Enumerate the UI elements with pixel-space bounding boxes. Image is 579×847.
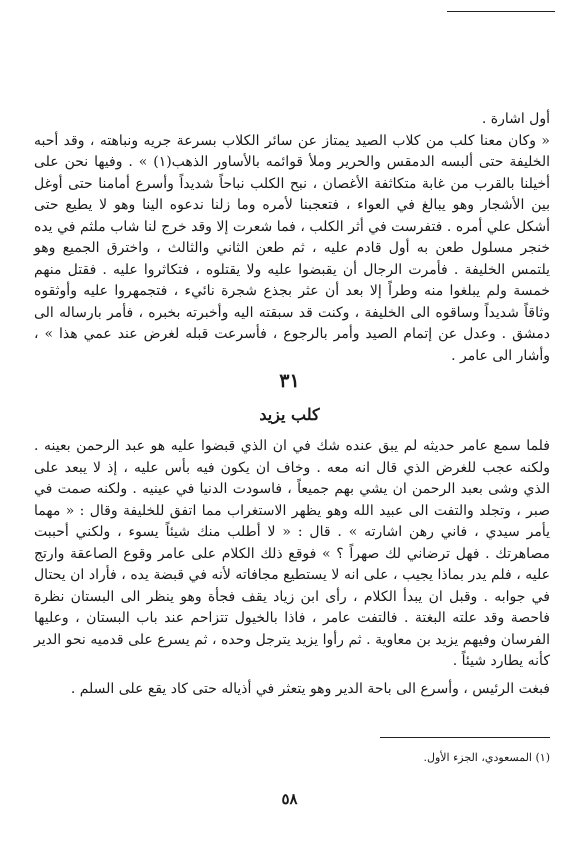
chapter-title: كلب يزيد <box>259 405 320 424</box>
footnote: (١) المسعودي، الجزء الأول. <box>423 751 550 764</box>
page-number: ٥٨ <box>281 790 298 808</box>
paragraph: أول اشارة . <box>481 111 550 127</box>
top-rule <box>447 11 555 12</box>
footnote-rule <box>380 737 550 738</box>
paragraph: فلما سمع عامر حديثه لم يبق عنده شك في ان الذي قبضوا عليه هو عبد الرحمن بعينه . ولكنه عجب للغرض الذي قال انه معه . وخاف ان يكون فيه بأس عليه ، إذ لا يبعد على الذي وشى بعبد الرحمن ان يشي بهم جميعاً ، فاسودت الدنيا في عينيه . ولكنه صمت في صبر ، وتجلد والتفت الى عبيد الله وهو يظهر الاستغراب مما اتفق للخليفة وقال : « مهما يأمر سيدي ، فاني رهن اشارته » . قال : « لا أطلب منك شيئاً يسوء ، ولكني أحببت مصاهرتك . فهل ترضاني لك صهراً ؟ » فوقع ذلك الكلام على عامر وقوع الصاعقة وارتج عليه ، فلم يدر بماذا يجيب ، على انه لا يستطيع مجافاته لأنه في قبضة يده ، فأراد ان يحتال في جوابه . وقبل ان يبدأ الكلام ، رأى ابن زياد يقف فجأة وهو ينظر الى البستان نظرة فاحصة وقد علته البغتة . فالتفت عامر ، فاذا بالخيول تتزاحم عند باب البستان ، وعليها الفرسان وفيهم يزيد بن معاوية . ثم رأوا يزيد يترجل وحده ، ثم يسرع على قدميه نحو الدير كأنه يطارد شيئاً . <box>34 438 550 669</box>
paragraph: « وكان معنا كلب من كلاب الصيد يمتاز عن سائر الكلاب بسرعة جريه ونباهته ، وقد أحبه الخليفة حتى ألبسه الدمقس والحرير وملأ قوائمه بالأساور الذهب(١) » . وفيها نحن على أخيلنا بالقرب من غابة متكاثفة الأغصان ، نبح الكلب نباحاً شديداً وأسرع أمامنا حتى أوغل بين الأشجار وهو يبالغ في العواء ، فتعجبنا لأمره وما زلنا ندعوه الينا وهو لا يطيع حتى أشكل علي أمره . فتفرست في أثر الكلب ، فما شعرت إلا وقد خرج لنا شاب ملثم في يده خنجر مسلول طعن به أول قادم عليه ، ثم طعن الثاني والثالث ، واخترق الجميع وهو يلتمس الخليفة . فأمرت الرجال أن يقبضوا عليه ولا يقتلوه ، فتكاثروا عليه . فقتل منهم خمسة ولم يبلغوا منه وطراً إلا بعد أن عثر بجذع شجرة نائيء ، فتجمهروا عليه وأوثقوه وثاقاً شديداً وساقوه الى الخليفة ، وكنت قد سبقته اليه وأخبرته بخبره ، فأمر بارساله الى دمشق . وعدل عن إتمام الصيد وأمر بالرجوع ، فأسرعت قبله لغرض عند عمي هذا » ، وأشار الى عامر . <box>34 132 550 364</box>
top-text-block <box>34 109 550 367</box>
paragraph: فبغت الرئيس ، وأسرع الى باحة الدير وهو يتعثر في أذياله حتى كاد يقع على السلم . <box>70 680 550 697</box>
chapter-number: ٣١ <box>279 370 300 392</box>
main-text-block <box>34 436 550 700</box>
